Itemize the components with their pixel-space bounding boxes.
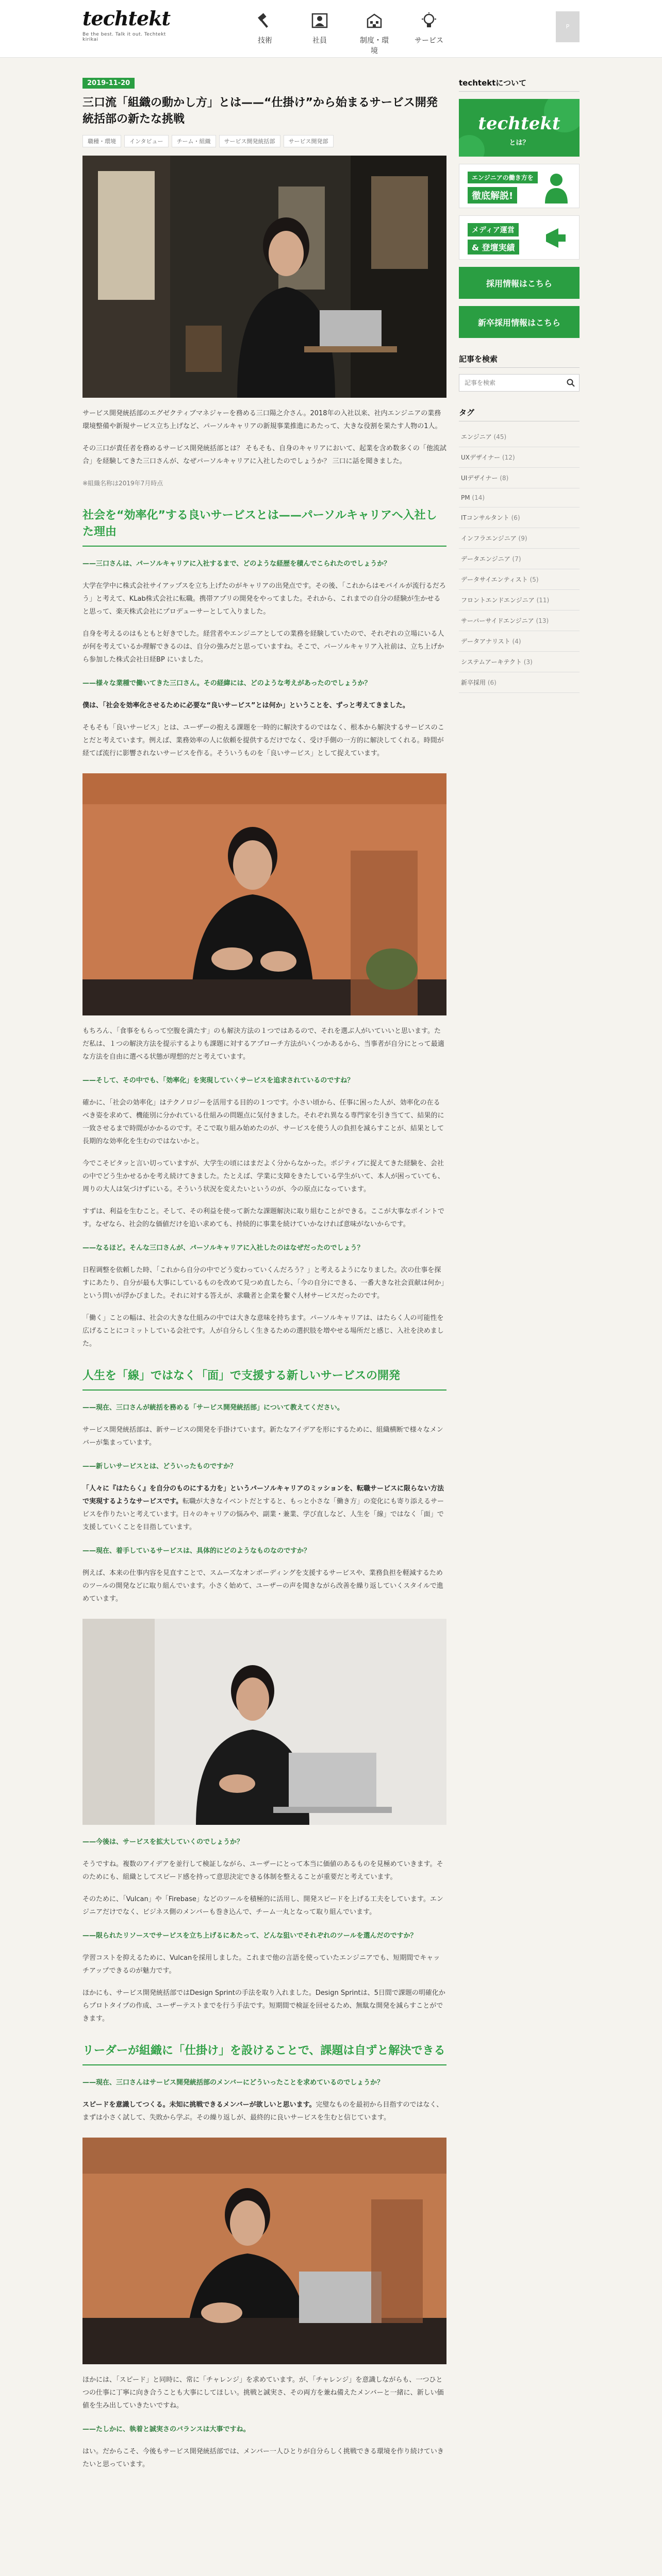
sidebar [459,77,580,693]
interview-answer: 僕は、「社会を効率化させるために必要な“良いサービス”とは何か」ということを、ずっと考えてきました。 [82,702,409,709]
tag-count: (12) [502,454,515,461]
tag-name: サーバーサイドエンジニア [461,617,534,624]
tags-heading: タグ [459,407,580,421]
tag-item[interactable] [459,488,580,507]
tag-count: (3) [523,658,533,666]
site-header [0,0,662,58]
article-tags [82,135,446,147]
interview-answer: スピードを意識してつくる。未知に挑戦できるメンバーが欲しいと思います。完璧なものを最初から目指すのではなく、まずは小さく試して、失敗から学ぶ。その繰り返しが、最終的に良いサービスを生むと信じています。 [82,2101,443,2122]
interview-question: ——現在、三口さんが統括を務める「サービス開発統括部」について教えてください。 [82,1404,344,1412]
tag-name: UIデザイナー [461,474,498,482]
persol-badge[interactable]: P [556,11,580,42]
logo-tagline: Be the best. Talk it out. Techtekt kirikai [82,32,166,42]
interview-answer: はい。だからこそ、今後もサービス開発統括部では、メンバー一人ひとりが自分らしく挑戦できる環境を作り続けていきたいと思っています。 [82,2448,444,2468]
banner-label: 新卒採用情報はこちら [477,318,560,328]
interview-answer: サービス開発統括部は、新サービスの開発を手掛けています。新たなアイデアを形にするために、組織横断で様々なメンバーが集まっています。 [82,1426,443,1447]
interview-question: ——そして、その中でも、「効率化」を実現していくサービスを追求されているのですね？ [82,1077,354,1084]
section-heading: 社会を“効率化”する良いサービスとは——パーソルキャリアへ入社した理由 [82,507,446,547]
interview-question: ——今後は、サービスを拡大していくのでしょうか？ [82,1838,244,1846]
tag-item[interactable] [459,528,580,549]
interview-answer: 確かに、「社会の効率化」はテクノロジーを活用する目的の１つです。小さい頃から、任事に困った人が、効率化の在るべき姿を求めて、機能別に分かれている仕組みの問題点に気付きました。それぞれ異なる専門家を引き当てて、結果的に一致させるまで時間がかかるのです。そこで取り組み始めたのが、サービスを使う人の負担を減らすことが、結果として長期的な効率化を生むのではないかと。 [82,1099,444,1145]
tag-count: (45) [493,433,507,440]
banner-sub: とは？ [509,139,529,147]
interview-answer: 例えば、本来の仕事内容を見直すことで、スムーズなオンボーディングを支援するサービスや、業務負担を軽減するためのツールの開発などに取り組んでいます。小さく始めて、ユーザーの声を聞きながら改善を繰り返していくスタイルで進めています。 [82,1569,443,1603]
tag-name: データエンジニア [461,555,510,563]
tag-name: ITコンサルタント [461,514,509,521]
tag-item[interactable] [459,427,580,447]
interview-photo [82,1619,446,1825]
article-title: 三口流「組織の動かし方」とは——“仕掛け”から始まるサービス開発統括部の新たな挑戦 [82,96,438,126]
article-tag[interactable]: チーム・組織 [172,135,216,147]
tag-count: (11) [536,597,550,604]
interview-answer: ほかにも、サービス開発統括部ではDesign Sprintの手法を取り入れました。Design Sprintは、5日間で課題の明確化からプロトタイプの作成、ユーザーテストまでを行う手法です。短期間で検証を回せるため、無駄な開発を減らすことができます。 [82,1989,445,2023]
site-logo[interactable] [82,7,175,42]
banner-line: メディア運営 [468,223,519,236]
sidebar-heading: techtektについて [459,77,580,92]
tag-count: (8) [500,474,509,482]
banner-logo: techtekt [478,113,560,134]
interview-photo [82,773,446,1015]
interview-question: ——限られたリソースでサービスを立ち上げるにあたって、どんな狙いでそれぞれのツールを選んだのですか？ [82,1932,417,1940]
section-heading: 人生を「線」ではなく「面」で支援する新しいサービスの開発 [82,1368,446,1391]
tag-count: (4) [512,638,521,645]
search-icon[interactable] [562,379,579,387]
search-box [459,374,580,392]
logo-wordmark: techtekt [82,7,171,30]
tag-item[interactable] [459,569,580,590]
nav-item-staff[interactable] [302,10,337,56]
banner-line: 徹底解説! [468,187,517,204]
intro-paragraph: その三口が責任者を務めるサービス開発統括部とは？ そもそも、自身のキャリアにおいて、起業を含め数多くの「他流試合」を経験してきた三口さんが、なぜパーソルキャリアに入社したのでしょうか？ 三口に話を聞きました。 [82,445,446,465]
interview-question: ——現在、三口さんはサービス開発統括部のメンバーにどういったことを求めているのでしょうか？ [82,2079,384,2087]
tag-item[interactable] [459,468,580,488]
tag-name: フロントエンドエンジニア [461,597,535,604]
article [82,77,446,2471]
section-heading: リーダーが組織に「仕掛け」を設けることで、課題は自ずと解決できる [82,2043,446,2065]
interview-answer: 「人々に『はたらく』を自分のものにする力を」というパーソルキャリアのミッションを、転職サービスに限らない方法で実現するようなサービスです。転職が大きなイベントだとすると、もっと小さな「働き方」の変化にも寄り添えるサービスを作りたいと考えています。日々のキャリアの悩みや、副業・兼業、学び直しなど、人生を「線」ではなく「面」で支援していくことを目指しています。 [82,1485,444,1531]
interview-question: ——なるほど。そんな三口さんが、パーソルキャリアに入社したのはなぜだったのでしょう？ [82,1244,364,1252]
article-tag[interactable]: 職種・環境 [82,135,121,147]
nav-label: 社員 [312,37,327,45]
banner-about-techtekt[interactable] [459,99,580,157]
article-tag[interactable]: サービス開発部 [284,135,334,147]
article-date: 2019-11-20 [82,78,135,89]
interview-answer: 学習コストを抑えるために、Vulcanを採用しました。これまで他の言語を使っていたエンジニアでも、短期間でキャッチアップできるのが魅力です。 [82,1954,440,1975]
intro-paragraph: サービス開発統括部のエグゼクティブマネジャーを務める三口陽之介さん。2018年の入社以来、社内エンジニアの業務環境整備や新規サービス立ち上げなど、パーソルキャリアの新規事業推進にあたって、大きな役割を果たす人物の1人。 [82,410,442,430]
tag-list [459,427,580,693]
tag-name: UXデザイナー [461,454,501,461]
interview-answer: もちろん、「食事をもらって空腹を満たす」のも解決方法の１つではあるので、それを選ぶ人がいていいと思います。ただ私は、１つの解決方法を提示するよりも課題に対するアプローチ方法がいくつかあるから、当事者が自分にとって最適な方法を自由に選べる状態が理想的だと考えています。 [82,1027,444,1061]
tag-name: データアナリスト [461,638,510,645]
interview-answer: そうですね。複数のアイデアを並行して検証しながら、ユーザーにとって本当に価値のあるものを見極めていきます。そのためにも、組織としてスピード感を持って意思決定できる体制を整えることが重要だと考えています。 [82,1860,443,1881]
hammer-icon [255,10,275,31]
tag-name: システムアーキテクト [461,658,522,666]
interview-question: ——たしかに、執着と誠実さのバランスは大事ですね。 [82,2426,250,2433]
article-tag[interactable]: サービス開発統括部 [219,135,280,147]
interview-question: ——新しいサービスとは、どういったものですか？ [82,1463,237,1470]
intro-note: ※組織名称は2019年7月時点 [82,480,163,487]
interview-answer: 「働く」ことの幅は、社会の大きな仕組みの中では大きな意味を持ちます。パーソルキャリアは、はたらく人の可能性を広げることにコミットしている会社です。人が自分らしく生きるための選択肢を増やせる場所だと感じ、入社を決めました。 [82,1314,444,1348]
main-nav [247,10,446,56]
banner-media[interactable] [459,215,580,260]
tag-name: エンジニア [461,433,492,440]
banner-label: 採用情報はこちら [486,279,552,289]
nav-item-service[interactable] [411,10,446,56]
tag-count: (14) [472,494,485,501]
tag-item[interactable] [459,672,580,693]
tag-count: (7) [512,555,521,563]
search-heading: 記事を検索 [459,353,580,368]
interview-answer: 今でこそピタッと言い切っていますが、大学生の頃にはまだよく分からなかった。ポジティブに捉えてきた経験を、会社の中でどう生かせるかを考え続けてきました。たとえば、学業に支障をきたしている学生がいて、本人が困っていても、周りの大人は気づけずにいる。そういう状況を変えたいというのが、今の原点になっています。 [82,1160,444,1193]
interview-answer: 自身を考えるのはもともと好きでした。経営者やエンジニアとしての業務を経験していたので、それぞれの立場にいる人が何を考えているか理解できるのは、自分の強みだと思っていますね。そこで、パーソルキャリア入社前は、立ち上げから参加した株式会社日経BP にいました。 [82,630,444,664]
tag-item[interactable] [459,549,580,569]
tag-count: (6) [487,679,496,686]
tag-item[interactable] [459,611,580,631]
interview-answer: 日程调整を依頼した時、「これから自分の中でどう変わっていくんだろう？」と考えるようになりました。次の仕事を探すにあたり、自分が最も大事にしているものを改めて見つめ直したら、「今の自分にできる、一番大きな社会貢献は何か」という問いが浮かびました。それに対する答えが、求職者と企業を繋ぐ人材サービスだったのです。 [82,1266,445,1300]
banner-line: & 登壇実績 [468,240,519,255]
banner-recruit[interactable] [459,267,580,299]
tag-count: (13) [536,617,549,624]
banner-new-grad[interactable] [459,306,580,338]
building-icon [364,10,385,31]
banner-line: エンジニアの働き方を [468,172,538,183]
interview-question: ——様々な業種で働いてきた三口さん。その経緯には、どのような考えがあったのでしょうか？ [82,680,371,687]
interview-answer: そのために、「Vulcan」や「Firebase」などのツールを積極的に活用し、開発スピードを上げる工夫をしています。エンジニアだけでなく、ビジネス側のメンバーも巻き込んで、チーム一丸となって取り組んでいます。 [82,1895,443,1916]
nav-item-environment[interactable] [357,10,392,56]
nav-label: 制度・環境 [360,37,389,55]
person-icon [541,171,572,206]
interview-answer: 大学在学中に株式会社サイアップスを立ち上げたのがキャリアの出発点です。その後、「これからはモバイルが流行るだろう」と考えて、KLab株式会社に転職。携帯アプリの開発をやってました。それから、これまでの自分の経験が生かせると思って、楽天株式会社にプロデューサーとして入りました。 [82,582,446,616]
interview-answer: ほかには、「スピード」と同時に、常に「チャレンジ」を求めています。が、「チャレンジ」を意識しながらも、一つひとつの仕事に丁寧に向き合うことも大事にしてほしい。挑戦と誠実さ、その両方を兼ね備えたメンバーと一緒に、新しい価値を生み出していきたいですね。 [82,2376,444,2410]
nav-label: サービス [415,37,443,45]
megaphone-icon [543,224,571,254]
lightbulb-icon [419,10,439,31]
nav-item-tech[interactable] [247,10,283,56]
banner-engineer-work[interactable] [459,164,580,208]
tag-item[interactable] [459,631,580,652]
search-input[interactable] [459,375,562,391]
nav-label: 技術 [258,37,272,45]
tag-item[interactable] [459,507,580,528]
person-icon [309,10,330,31]
tag-item[interactable] [459,590,580,611]
interview-photo [82,2138,446,2364]
tag-name: PM [461,494,470,501]
interview-question: ——三口さんは、パーソルキャリアに入社するまで、どのような経歴を積んでこられたのでしょうか？ [82,560,391,568]
tag-name: インフラエンジニア [461,535,517,542]
hero-photo [82,156,446,398]
interview-answer: そもそも「良いサービス」とは、ユーザーの抱える課題を一時的に解決するのではなく、根本から解決するサービスのことだと考えています。例えば、業務効率の人に依頼を提供するだけでなく、受け手側の一方的に解決してくれる。時間が経てば流行に影響されないサービスを作る。そういうものを「良いサービス」として捉えています。 [82,724,444,757]
tag-item[interactable] [459,447,580,468]
interview-answer: すずは、利益を生むこと。そして、その利益を使って新たな課題解決に取り組むことができる。ここが大事なポイントです。なぜなら、社会的な価値だけを追い求めても、持続的に事業を続けていかなければ意味がないからです。 [82,1208,444,1228]
article-tag[interactable]: インタビュー [124,135,169,147]
tag-item[interactable] [459,652,580,672]
tag-count: (9) [518,535,527,542]
interview-question: ——現在、着手しているサービスは、具体的にどのようなものなのですか？ [82,1547,311,1555]
tag-count: (6) [511,514,520,521]
tag-name: 新卒採用 [461,679,486,686]
tag-name: データサイエンティスト [461,576,528,583]
tag-count: (5) [529,576,539,583]
